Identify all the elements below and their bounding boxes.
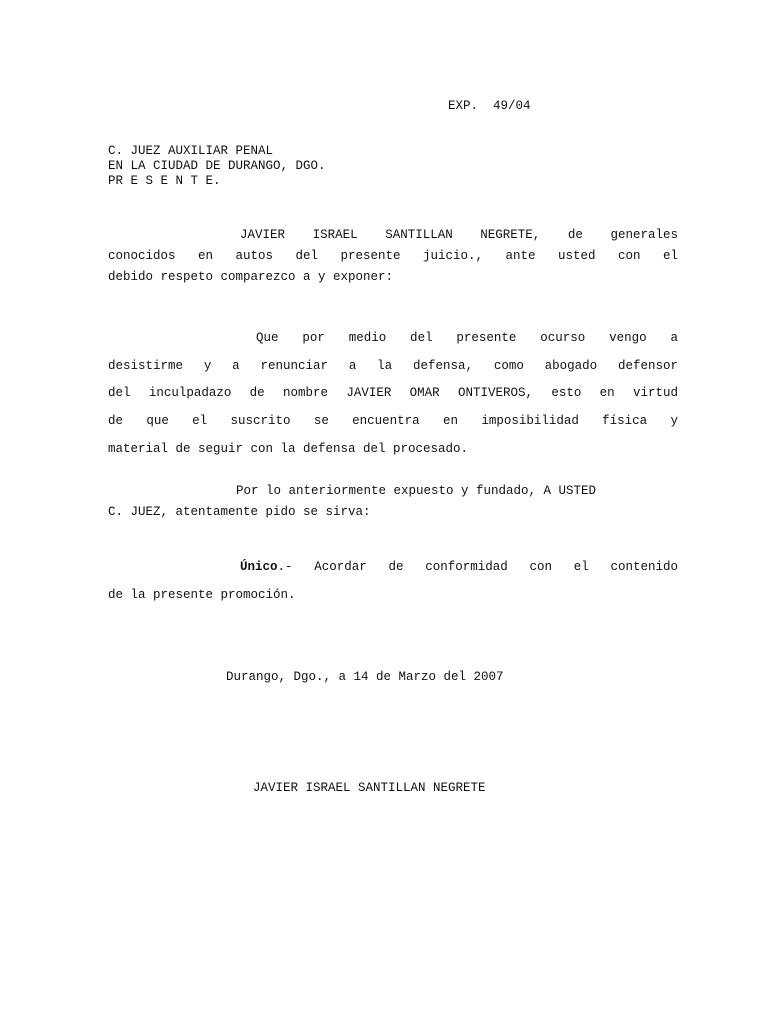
point-line-2: de la presente promoción. — [108, 588, 296, 602]
addressee-line-2: EN LA CIUDAD DE DURANGO, DGO. — [108, 159, 326, 173]
signature-name: JAVIER ISRAEL SANTILLAN NEGRETE — [253, 781, 486, 795]
addressee-line-1: C. JUEZ AUXILIAR PENAL — [108, 144, 274, 158]
point-line-1 — [240, 559, 678, 575]
intro-line-1: JAVIER ISRAEL SANTILLAN NEGRETE, de generales — [240, 228, 678, 242]
intro-line-3: debido respeto comparezco a y exponer: — [108, 270, 394, 284]
point-line-1-text: .- Acordar de conformidad con el contenido — [277, 560, 678, 574]
expediente-number: EXP. 49/04 — [448, 99, 531, 113]
request-line-1: Por lo anteriormente expuesto y fundado, A USTED — [236, 484, 597, 498]
intro-line-2: conocidos en autos del presente juicio., ante usted con el — [108, 249, 678, 263]
body-line-1: Que por medio del presente ocurso vengo a — [256, 331, 678, 345]
body-line-3: del inculpadazo de nombre JAVIER OMAR ONTIVEROS, esto en virtud — [108, 386, 678, 400]
place-date: Durango, Dgo., a 14 de Marzo del 2007 — [226, 670, 504, 684]
point-label: Único — [240, 560, 278, 574]
body-line-5: material de seguir con la defensa del procesado. — [108, 442, 469, 456]
body-line-2: desistirme y a renunciar a la defensa, como abogado defensor — [108, 359, 678, 373]
body-line-4: de que el suscrito se encuentra en imposibilidad física y — [108, 414, 678, 428]
request-line-2: C. JUEZ, atentamente pido se sirva: — [108, 505, 371, 519]
addressee-line-3: PR E S E N T E. — [108, 174, 221, 188]
